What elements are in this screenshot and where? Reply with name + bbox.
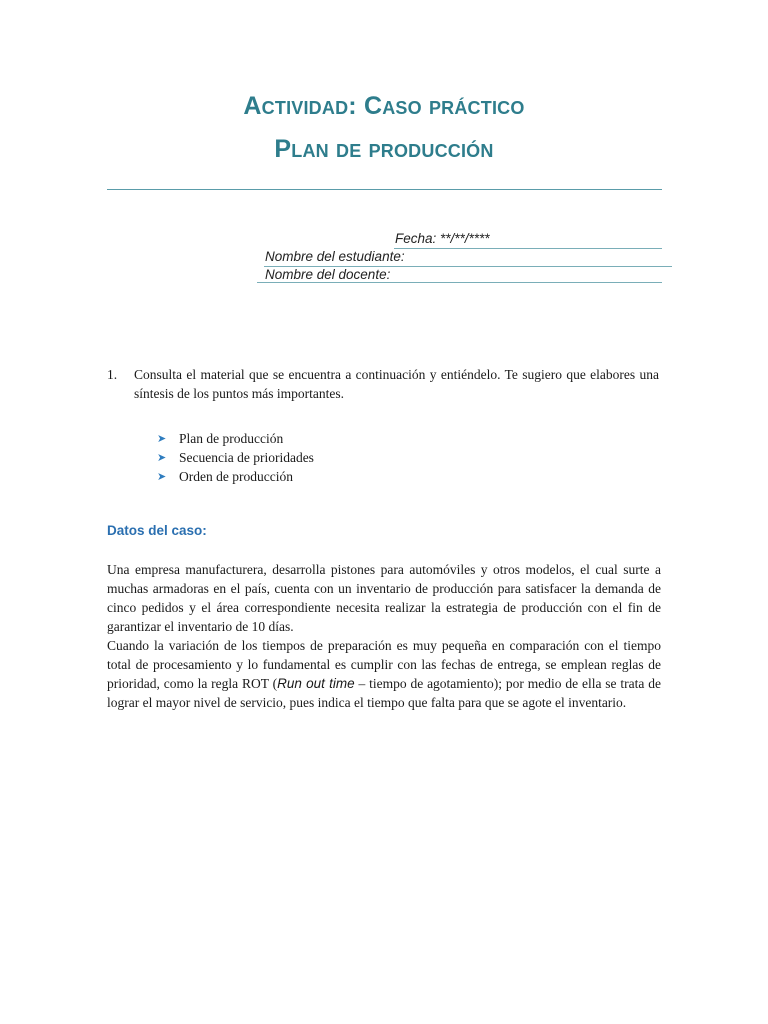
list-item bbox=[157, 448, 314, 467]
case-description bbox=[107, 560, 661, 712]
teacher-name-rule bbox=[257, 282, 662, 283]
arrowhead-right-icon: ➤ bbox=[157, 432, 167, 445]
student-name-field: Nombre del estudiante: bbox=[265, 249, 405, 264]
date-field-rule bbox=[394, 248, 662, 249]
case-paragraph-2-end: – tiempo de agotamiento); por medio de ella se trata de lograr el mayor nivel de servicio, pues indica el tiempo que falta para que se agote el inventario. bbox=[107, 676, 661, 710]
case-paragraph-1: Una empresa manufacturera, desarrolla pistones para automóviles y otros modelos, el cual surte a muchas armadoras en el país, cuenta con un inventario de producción para satisfacer la demanda de cinco pedidos y el área correspondiente necesita realizar la estrategia de producción con el fin de garantizar el inventario de 10 días. bbox=[107, 562, 661, 634]
title-divider bbox=[107, 189, 662, 190]
case-paragraph-2-start: Cuando la variación de los tiempos de preparación es muy pequeña en comparación con el tiempo total de procesamiento y lo fundamental es cumplir con las fechas de entrega, se emplean reglas de prioridad, como la regla ROT ( bbox=[107, 638, 661, 691]
arrowhead-right-icon: ➤ bbox=[157, 451, 167, 464]
document-title: Actividad: Caso práctico bbox=[243, 92, 525, 120]
case-data-heading: Datos del caso: bbox=[107, 523, 207, 538]
document-subtitle: Plan de producción bbox=[274, 135, 494, 163]
case-paragraph-2 bbox=[107, 636, 661, 712]
list-item bbox=[157, 467, 314, 486]
run-out-time-term: Run out time bbox=[277, 676, 355, 691]
list-item bbox=[157, 429, 314, 448]
instruction-text: Consulta el material que se encuentra a continuación y entiéndelo. Te sugiero que elabores una síntesis de los puntos más importantes. bbox=[134, 367, 659, 401]
topic-list bbox=[157, 429, 314, 486]
list-item-label: Plan de producción bbox=[179, 431, 284, 446]
arrowhead-right-icon: ➤ bbox=[157, 470, 167, 483]
list-item-label: Secuencia de prioridades bbox=[179, 450, 314, 465]
teacher-name-field: Nombre del docente: bbox=[265, 267, 391, 282]
instruction-item bbox=[107, 365, 659, 403]
instruction-number: 1. bbox=[107, 367, 118, 382]
date-field: Fecha: **/**/**** bbox=[395, 231, 490, 246]
list-item-label: Orden de producción bbox=[179, 469, 293, 484]
